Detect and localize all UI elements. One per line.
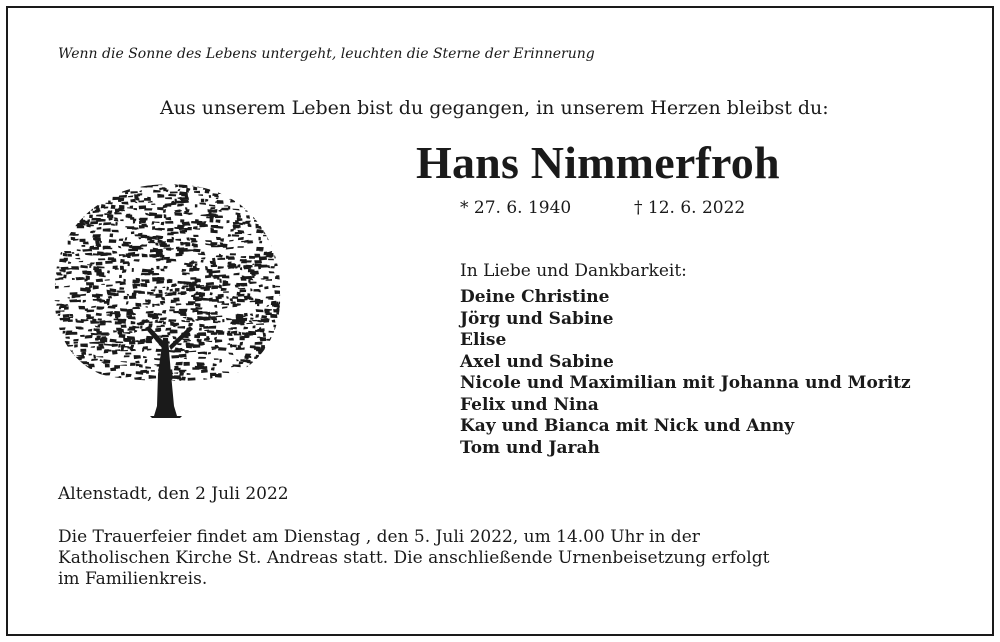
mourner: Nicole und Maximilian mit Johanna und Moritz (460, 373, 911, 393)
mourner: Elise (460, 330, 507, 350)
mourners-list (460, 287, 911, 459)
birth-date: * 27. 6. 1940 (460, 198, 572, 218)
death-date: † 12. 6. 2022 (634, 198, 746, 218)
motto: Wenn die Sonne des Lebens untergeht, leuchten die Sterne der Erinnerung (58, 46, 595, 62)
deceased-name: Hans Nimmerfroh (416, 137, 780, 188)
service-line: Die Trauerfeier findet am Dienstag , den 5. Juli 2022, um 14.00 Uhr in der (58, 527, 700, 547)
service-line: im Familienkreis. (58, 569, 208, 589)
intro-line: Aus unserem Leben bist du gegangen, in unserem Herzen bleibst du: (160, 97, 829, 119)
dedication: In Liebe und Dankbarkeit: (460, 261, 687, 281)
mourner: Deine Christine (460, 287, 610, 307)
mourner: Axel und Sabine (460, 351, 614, 372)
mourner: Kay und Bianca mit Nick und Anny (460, 416, 795, 436)
mourner: Felix und Nina (460, 394, 599, 415)
tree-icon (50, 178, 285, 423)
mourner: Jörg und Sabine (460, 308, 614, 329)
place-date: Altenstadt, den 2 Juli 2022 (58, 484, 289, 504)
service-notice (58, 527, 769, 590)
service-line: Katholischen Kirche St. Andreas statt. Die anschließende Urnenbeisetzung erfolgt (58, 548, 770, 568)
mourner: Tom und Jarah (460, 437, 600, 458)
